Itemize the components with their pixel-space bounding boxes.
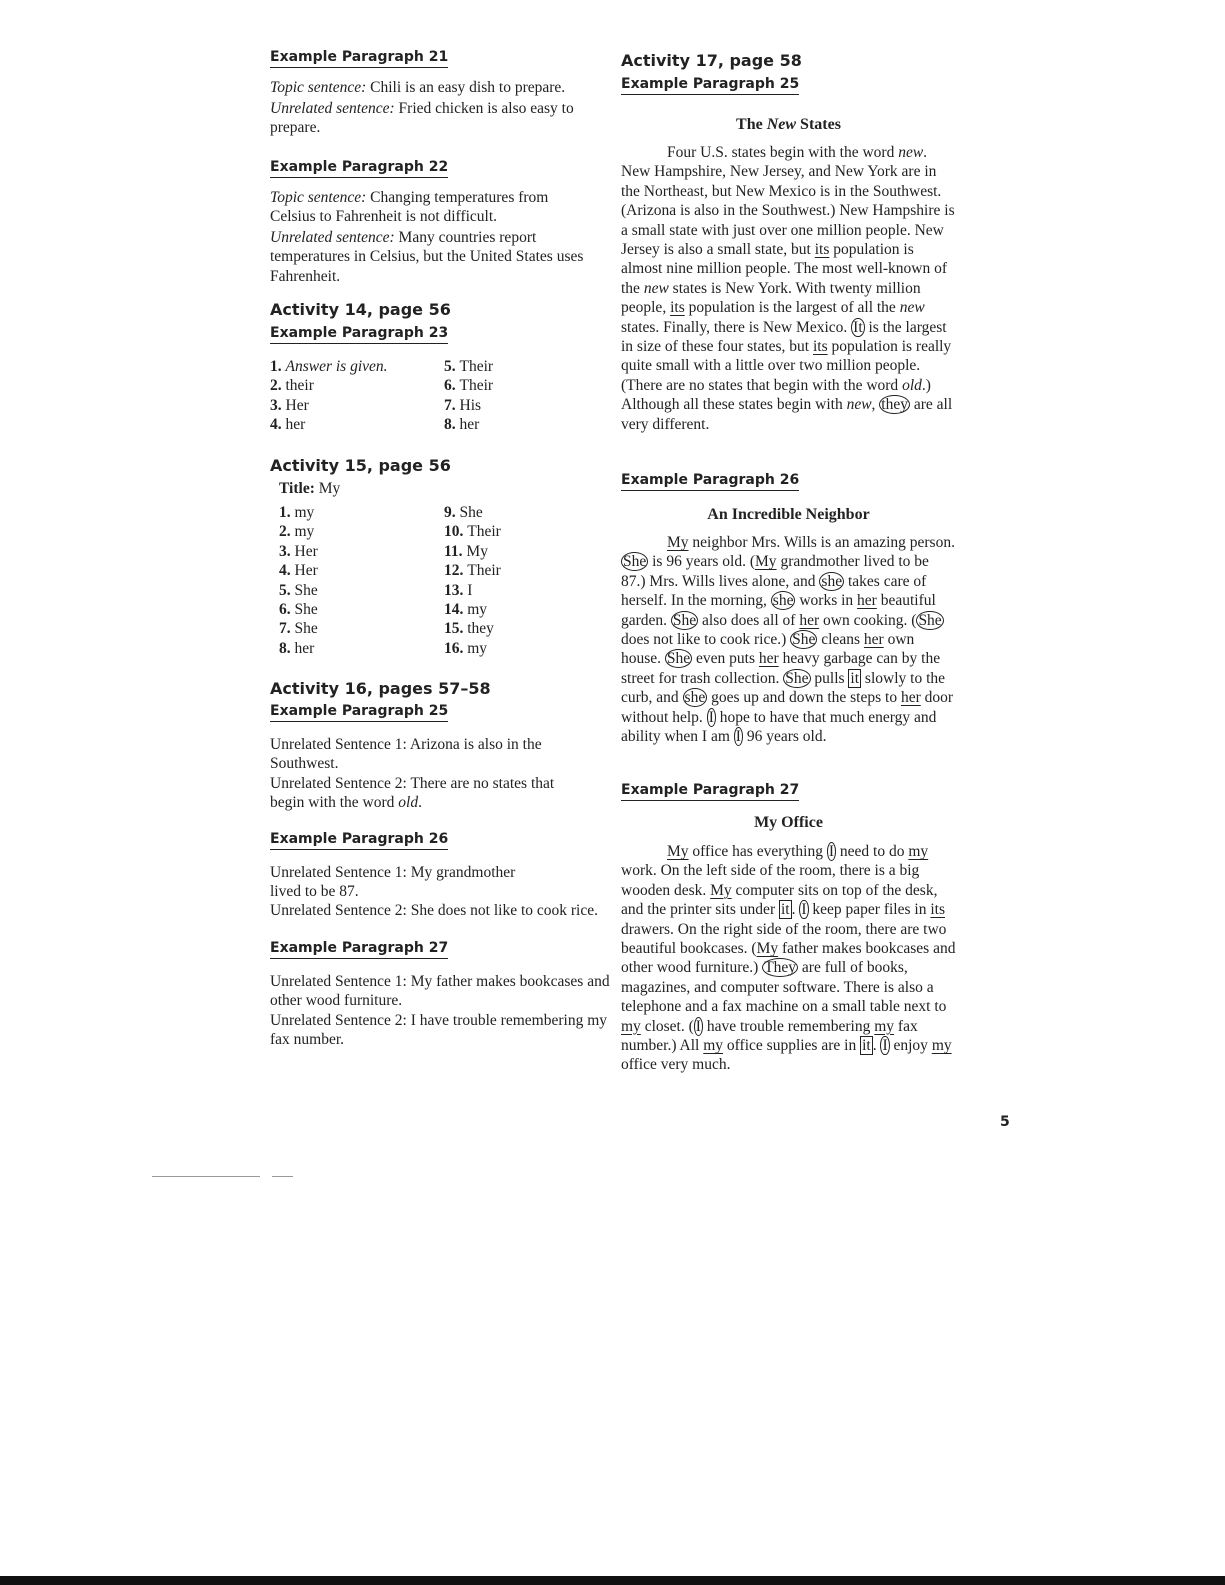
act15-title: Title: My — [279, 480, 341, 497]
act17-ep25-heading: Example Paragraph 25 — [621, 76, 799, 95]
answer-item: 4. her — [270, 416, 306, 434]
ep25-paragraph: Four U.S. states begin with the word new. New Hampshire, New Jersey, and New York are in the Northeast, but New Mexico is in the Southwest. (Arizona is also in the Southwest.) New Hampshire is a small state with just over one million people. New Jersey is also a small state, but its population is almost nine million people. The most well-known of the new states is New York. With twenty million people, its population is the largest of all the new states. Finally, there is New Mexico. It is the largest in size of these four states, but its population is really quite small with a little over two million people. (There are no states that begin with the word old.) Although all these states begin with new, they are all very different. — [621, 144, 955, 433]
act16-ep26-heading: Example Paragraph 26 — [270, 831, 448, 850]
footer-rule-short — [272, 1176, 293, 1177]
act17-ep26-heading: Example Paragraph 26 — [621, 472, 799, 491]
ep26-paragraph: My neighbor Mrs. Wills is an amazing person. She is 96 years old. (My grandmother lived to be 87.) Mrs. Wills lives alone, and she takes care of herself. In the morning, she works in her beautiful garden. She also does all of her own cooking. ( She does not like to cook rice.) She cleans her own house. She even puts her heavy garbage can by the street for trash collection. She pulls it slowly to the curb, and she goes up and down the steps to her door without help. I hope to have that much energy and ability when I am I 96 years old. — [621, 534, 955, 746]
answer-item: 8. her — [444, 416, 480, 434]
act17-ep27-heading: Example Paragraph 27 — [621, 782, 799, 801]
act14-sub: Example Paragraph 23 — [270, 325, 448, 344]
answer-item: 1. my — [279, 504, 315, 521]
act16-ep26-s2: Unrelated Sentence 2: She does not like to cook rice. — [270, 902, 598, 919]
act16-ep26-s1: Unrelated Sentence 1: My grandmother — [270, 864, 516, 881]
answer-item: 15. they — [444, 620, 494, 638]
answer-item: 9. She — [444, 504, 483, 521]
act14-answers — [270, 357, 544, 435]
footer-rule — [152, 1176, 260, 1177]
answer-item: 2. my — [279, 523, 315, 541]
ep21-topic: Topic sentence: Chili is an easy dish to prepare. — [270, 79, 566, 96]
act16-ep26-s1b: lived to be 87. — [270, 883, 359, 900]
ep25-title: The New States — [736, 116, 841, 133]
answer-item: 12. Their — [444, 562, 501, 580]
answer-item: 5. Their — [444, 358, 494, 375]
answer-item: 10. Their — [444, 523, 501, 541]
answer-item: 6. She — [279, 601, 318, 619]
ep27-title: My Office — [754, 814, 823, 831]
act16-ep27-s1: Unrelated Sentence 1: My father makes bookcases and other wood furniture. — [270, 973, 610, 1010]
act17-heading: Activity 17, page 58 — [621, 51, 802, 70]
answer-item: 3. Her — [270, 396, 309, 414]
ep27-paragraph: My office has everything I need to do my work. On the left side of the room, there is a big wooden desk. My computer sits on top of the desk, and the printer sits under it . I keep paper files in its drawers. On the right side of the room, there are two beautiful bookcases. (My father makes bookcases and other wood furniture.) They are full of books, magazines, and computer software. There is also a telephone and a fax machine on a small table next to my closet. ( I have trouble remembering my fax number.) All my office supplies are in it . I enjoy my office very much. — [621, 843, 956, 1074]
answer-item: 1. Answer is given. — [270, 358, 388, 375]
act16-ep27-s2: Unrelated Sentence 2: I have trouble remembering my fax number. — [270, 1012, 607, 1049]
answer-item: 13. I — [444, 581, 473, 599]
answer-item: 2. their — [270, 377, 314, 395]
ep21-heading: Example Paragraph 21 — [270, 49, 448, 68]
act15-heading: Activity 15, page 56 — [270, 456, 451, 475]
page-number: 5 — [1000, 1114, 1010, 1130]
act14-heading: Activity 14, page 56 — [270, 300, 451, 319]
bottom-edge-bar — [0, 1576, 1225, 1585]
answer-item: 6. Their — [444, 377, 494, 395]
answer-item: 3. Her — [279, 542, 318, 560]
act16-ep25-heading: Example Paragraph 25 — [270, 703, 448, 722]
answer-item: 7. His — [444, 396, 482, 414]
act16-ep25-s1: Unrelated Sentence 1: Arizona is also in the Southwest. — [270, 736, 542, 773]
ep21-unrelated: Unrelated sentence: Fried chicken is also easy to prepare. — [270, 100, 574, 137]
answer-item: 11. My — [444, 542, 488, 560]
ep22-heading: Example Paragraph 22 — [270, 159, 448, 178]
answer-item: 4. Her — [279, 562, 318, 580]
answer-item: 5. She — [279, 581, 318, 599]
ep26-title: An Incredible Neighbor — [707, 506, 870, 523]
ep22-unrelated: Unrelated sentence: Many countries report temperatures in Celsius, but the United States uses Fahrenheit. — [270, 229, 584, 285]
answer-item: 14. my — [444, 601, 488, 619]
act15-answers — [279, 503, 544, 658]
act16-ep27-heading: Example Paragraph 27 — [270, 940, 448, 959]
answer-item: 8. her — [279, 639, 315, 657]
answer-item: 7. She — [279, 620, 318, 638]
act16-ep25-s2: Unrelated Sentence 2: There are no states that begin with the word old. — [270, 775, 555, 812]
answer-item: 16. my — [444, 639, 488, 657]
act16-heading: Activity 16, pages 57–58 — [270, 679, 491, 698]
ep22-topic: Topic sentence: Changing temperatures from Celsius to Fahrenheit is not difficult. — [270, 189, 549, 226]
